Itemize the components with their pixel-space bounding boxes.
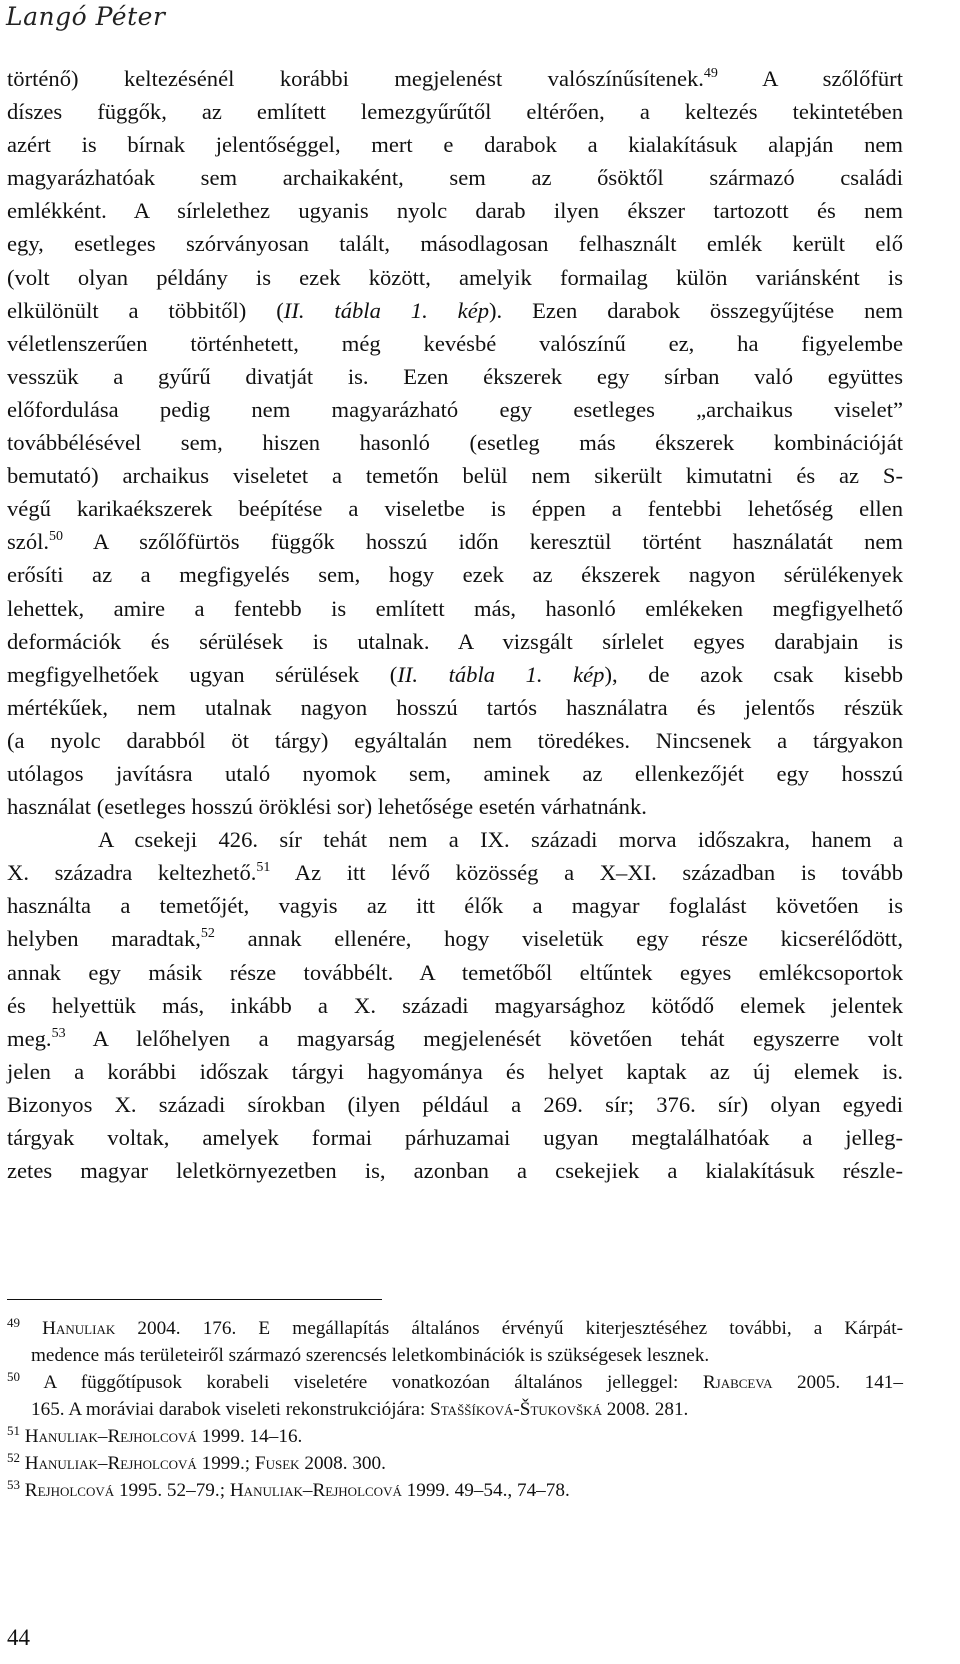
footnote-reference: 49: [7, 1315, 20, 1330]
text-run: annak ellenére, hogy viseletük egy része kicserélődött,: [214, 926, 903, 952]
text-run: helyben maradtak,: [7, 926, 201, 952]
text-run: erősíti az a megfigyelés sem, hogy ezek az ékszerek nagyon sérülékenyek: [7, 562, 903, 588]
text-line: [7, 691, 903, 724]
page-number: 44: [7, 1625, 30, 1650]
author-name: Hanuliak–Rejholcová: [24, 1453, 197, 1474]
figure-reference: II. tábla 1. kép: [397, 661, 605, 687]
text-run: 2004. 176. E megállapítás általános érvényű kiterjesztéséhez további, a Kárpát-: [115, 1318, 904, 1339]
text-run: használta a temetőjét, vagyis az itt élők a magyar foglalást követően is: [7, 893, 903, 919]
text-line: [7, 1022, 903, 1055]
text-run: Bizonyos X. századi sírokban (ilyen például a 269. sír; 376. sír) olyan egyedi: [7, 1091, 903, 1117]
text-run: X. századra keltezhető.: [7, 860, 257, 886]
text-run: A szőlőfürtös függők hosszú időn keresztül történt használatát nem: [63, 529, 903, 555]
text-run: 165. A moráviai darabok viseleti rekonstrukciójára:: [31, 1399, 431, 1420]
text-line: [7, 360, 903, 393]
text-line: [7, 459, 903, 492]
author-name: Rjabceva: [702, 1372, 773, 1393]
text-run: 1999. 49–54., 74–78.: [401, 1480, 570, 1501]
footnote-reference: 53: [51, 1025, 66, 1041]
text-run: Az itt lévő közösség a X–XI. században is tovább: [270, 860, 903, 886]
text-line: [7, 856, 903, 889]
text-run: tárgyak voltak, amelyek formai párhuzamai ugyan megtalálhatóak a jelleg-: [7, 1125, 903, 1150]
running-head: Langó Péter: [6, 2, 166, 31]
text-run: zetes magyar leletkörnyezetben is, azonban a csekejiek a kialakításuk részle-: [7, 1158, 903, 1184]
text-run: azért is bírnak jelentőséggel, mert e darabok a kialakításuk alapján nem: [7, 132, 903, 158]
text-run: lehettek, amire a fentebb is említett más, hasonló emlékeken megfigyelhető: [7, 595, 903, 621]
text-run: 1995. 52–79.;: [114, 1480, 230, 1501]
text-line: [7, 889, 903, 922]
footnote-reference: 52: [200, 926, 215, 942]
text-line: [7, 261, 903, 294]
author-name: Staššíková-Štukovšká: [430, 1399, 602, 1420]
text-line: [7, 95, 903, 128]
text-run: (volt olyan példány is ezek között, amelyik formailag külön variánsként is: [7, 264, 903, 290]
text-line: [7, 724, 903, 757]
author-name: Hanuliak–Rejholcová: [24, 1426, 197, 1447]
figure-reference: II. tábla 1. kép: [283, 297, 490, 323]
text-run: elkülönült a többitől) (: [7, 297, 284, 323]
footnote-line: [7, 1369, 903, 1396]
text-run: továbbélésével sem, hiszen hasonló (esetleg más ékszerek kombinációját: [7, 430, 903, 456]
text-line: [7, 989, 903, 1022]
text-line: [7, 327, 903, 360]
author-name: Hanuliak–Rejholcová: [229, 1480, 402, 1501]
text-line: [7, 294, 903, 327]
text-line: [7, 161, 903, 194]
text-run: deformációk és sérülések is utalnak. A vizsgált sírlelet egyes darabjain is: [7, 628, 903, 654]
text-run: medence más területeiről származó szerencsés leletkombinációk is szükségesek lesznek.: [31, 1345, 710, 1366]
text-run: A függőtípusok korabeli viseletére vonatkozóan általános jelleggel:: [20, 1372, 703, 1393]
footnote-reference: 50: [49, 529, 64, 545]
footnote-reference: 50: [7, 1369, 20, 1384]
body-text: [7, 62, 903, 1187]
text-run: díszes függők, az említett lemezgyűrűtől eltérően, a keltezés tekintetében: [7, 99, 903, 125]
text-line: [7, 525, 903, 558]
text-line: [7, 426, 903, 459]
text-run: 2008. 281.: [601, 1399, 689, 1420]
text-run: egy, esetleges szórványosan talált, másodlagosan felhasznált emlék került elő: [7, 231, 903, 257]
text-line: [7, 1055, 903, 1088]
text-run: megfigyelhetőek ugyan sérülések (: [7, 661, 398, 687]
footnote-line: [7, 1450, 903, 1477]
text-line: [7, 823, 903, 856]
footnote-reference: 51: [256, 860, 271, 876]
text-run: annak egy másik része továbbélt. A temetőből eltűntek egyes emlékcsoportok: [7, 959, 903, 985]
text-line: [7, 956, 903, 989]
text-run: 1999.;: [196, 1453, 255, 1474]
text-run: ). Ezen darabok összegyűjtése nem: [489, 297, 903, 323]
text-run: jelen a korábbi időszak tárgyi hagyománya és helyet kaptak az új elemek is.: [7, 1058, 903, 1084]
footnote-reference: 52: [7, 1450, 20, 1465]
author-name: Hanuliak: [42, 1318, 116, 1339]
text-line: [7, 592, 903, 625]
text-run: előfordulása pedig nem magyarázható egy esetleges „archaikus viselet”: [7, 396, 903, 422]
author-name: Rejholcová: [24, 1480, 115, 1501]
text-line: [7, 393, 903, 426]
text-run: magyarázhatóak sem archaikaként, sem az ősöktől származó családi: [7, 165, 903, 191]
text-run: szól.: [7, 529, 50, 555]
text-run: [20, 1318, 42, 1339]
footnote-line: [7, 1342, 903, 1369]
text-line: [7, 1121, 903, 1154]
text-line: [7, 658, 903, 691]
text-run: 2008. 300.: [299, 1453, 386, 1474]
text-run: mértékűek, nem utalnak nagyon hosszú tartós használatra és jelentős részük: [7, 694, 903, 720]
footnote-line: [7, 1477, 903, 1504]
text-line: [7, 227, 903, 260]
footnote-line: [7, 1423, 903, 1450]
text-run: történő) keltezésénél korábbi megjelenést valószínűsítenek.: [7, 66, 704, 91]
footnote-separator: [7, 1299, 382, 1300]
text-run: ), de azok csak kisebb: [604, 661, 904, 687]
footnote-reference: 49: [703, 66, 718, 81]
text-run: vesszük a gyűrű divatját is. Ezen ékszerek egy sírban való együttes: [7, 363, 903, 389]
author-name: Fusek: [254, 1453, 300, 1474]
text-line: [7, 625, 903, 658]
text-run: bemutató) archaikus viseletet a temetőn belül nem sikerült kimutatni és az S-: [7, 463, 903, 489]
text-run: emlékként. A sírlelethez ugyanis nyolc darab ilyen ékszer tartozott és nem: [7, 198, 903, 224]
text-run: A lelőhelyen a magyarság megjelenését követően tehát egyszerre volt: [65, 1025, 903, 1051]
text-line: [7, 922, 903, 955]
text-line: [7, 492, 903, 525]
footnote-line: [7, 1315, 903, 1342]
text-line: [7, 62, 903, 95]
text-line: [7, 790, 903, 823]
text-run: meg.: [7, 1025, 52, 1051]
text-line: [7, 1154, 903, 1187]
text-line: [7, 128, 903, 161]
text-run: véletlenszerűen történhetett, még kevésbé valószínű ez, ha figyelembe: [7, 330, 903, 356]
text-run: A szőlőfürt: [717, 66, 903, 91]
text-run: (a nyolc darabból öt tárgy) egyáltalán nem töredékes. Nincsenek a tárgyakon: [7, 727, 903, 753]
text-line: [7, 194, 903, 227]
text-run: és helyettük más, inkább a X. századi magyarsághoz kötődő elemek jelentek: [7, 992, 903, 1018]
text-line: [7, 757, 903, 790]
footnote-reference: 53: [7, 1477, 20, 1492]
text-run: utólagos javításra utaló nyomok sem, aminek az ellenkezőjét egy hosszú: [7, 760, 903, 786]
text-run: végű karikaékszerek beépítése a viseletbe is éppen a fentebbi lehetőség ellen: [7, 496, 903, 522]
text-run: használat (esetleges hosszú öröklési sor) lehetősége esetén várhatnánk.: [7, 794, 647, 820]
text-run: 2005. 141–: [772, 1372, 903, 1393]
text-line: [7, 1088, 903, 1121]
text-line: [7, 558, 903, 591]
text-run: 1999. 14–16.: [196, 1426, 303, 1447]
footnote-reference: 51: [7, 1423, 20, 1438]
footnote-line: [7, 1396, 903, 1423]
text-run: A csekeji 426. sír tehát nem a IX. századi morva időszakra, hanem a: [98, 827, 903, 853]
footnotes: [7, 1315, 903, 1504]
